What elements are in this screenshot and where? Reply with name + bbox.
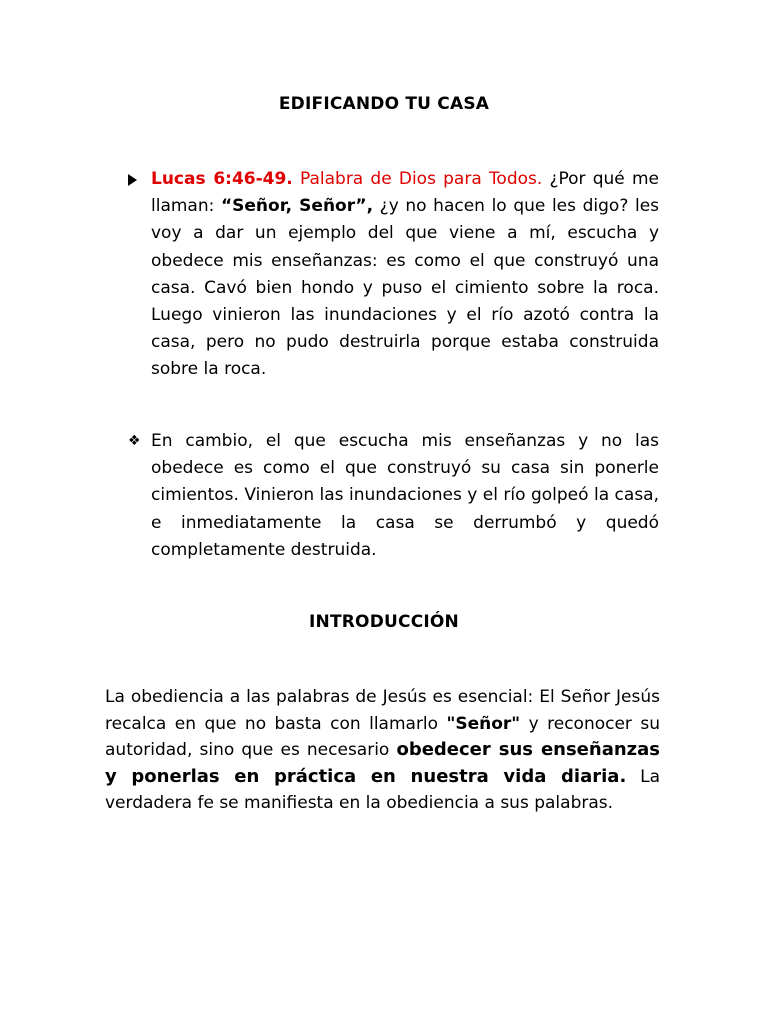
scripture-reference: Lucas 6:46-49. [151, 169, 293, 189]
scripture-text-a: ¿Por qué me llaman: [151, 169, 659, 217]
intro-text-b: y reconocer su autoridad, sino que es necesario [105, 713, 660, 761]
scripture-text [151, 166, 659, 384]
scripture-text-b: ¿y no hacen lo que les digo? les voy a dar un ejemplo del que viene a mí, escucha y obedece mis enseñanzas: es como el que construyó una casa. Cavó bien hondo y puso el cimiento sobre la roca. Luego vinieron las inundaciones y el río azotó contra la casa, pero no pudo destruirla porque estaba construida sobre la roca. [151, 196, 660, 380]
intro-paragraph [105, 684, 660, 817]
intro-senor: "Señor" [446, 713, 521, 734]
intro-text-c: La verdadera fe se manifiesta en la obediencia a sus palabras. [105, 766, 660, 814]
section-title-introduccion: INTRODUCCIÓN [309, 612, 459, 632]
intro-text-a: La obediencia a las palabras de Jesús es esencial: El Señor Jesús recalca en que no basta con llamarlo [105, 687, 660, 734]
diamond-bullet-icon: ❖ [128, 433, 141, 449]
page-title: EDIFICANDO TU CASA [278, 94, 490, 114]
scripture-source: Palabra de Dios para Todos. [292, 169, 543, 189]
contrast-text: En cambio, el que escucha mis enseñanzas y no las obedece es como el que construyó su casa sin ponerle cimientos. Vinieron las inundaciones y el río golpeó la casa, e inmediatamente la casa se derrumbó y quedó completamente destruida. [151, 431, 659, 560]
intro-emphasis: obedecer sus enseñanzas y ponerlas en práctica en nuestra vida diaria. [105, 739, 661, 787]
arrow-bullet-icon [128, 166, 150, 191]
scripture-quote: “Señor, Señor”, [220, 196, 374, 217]
